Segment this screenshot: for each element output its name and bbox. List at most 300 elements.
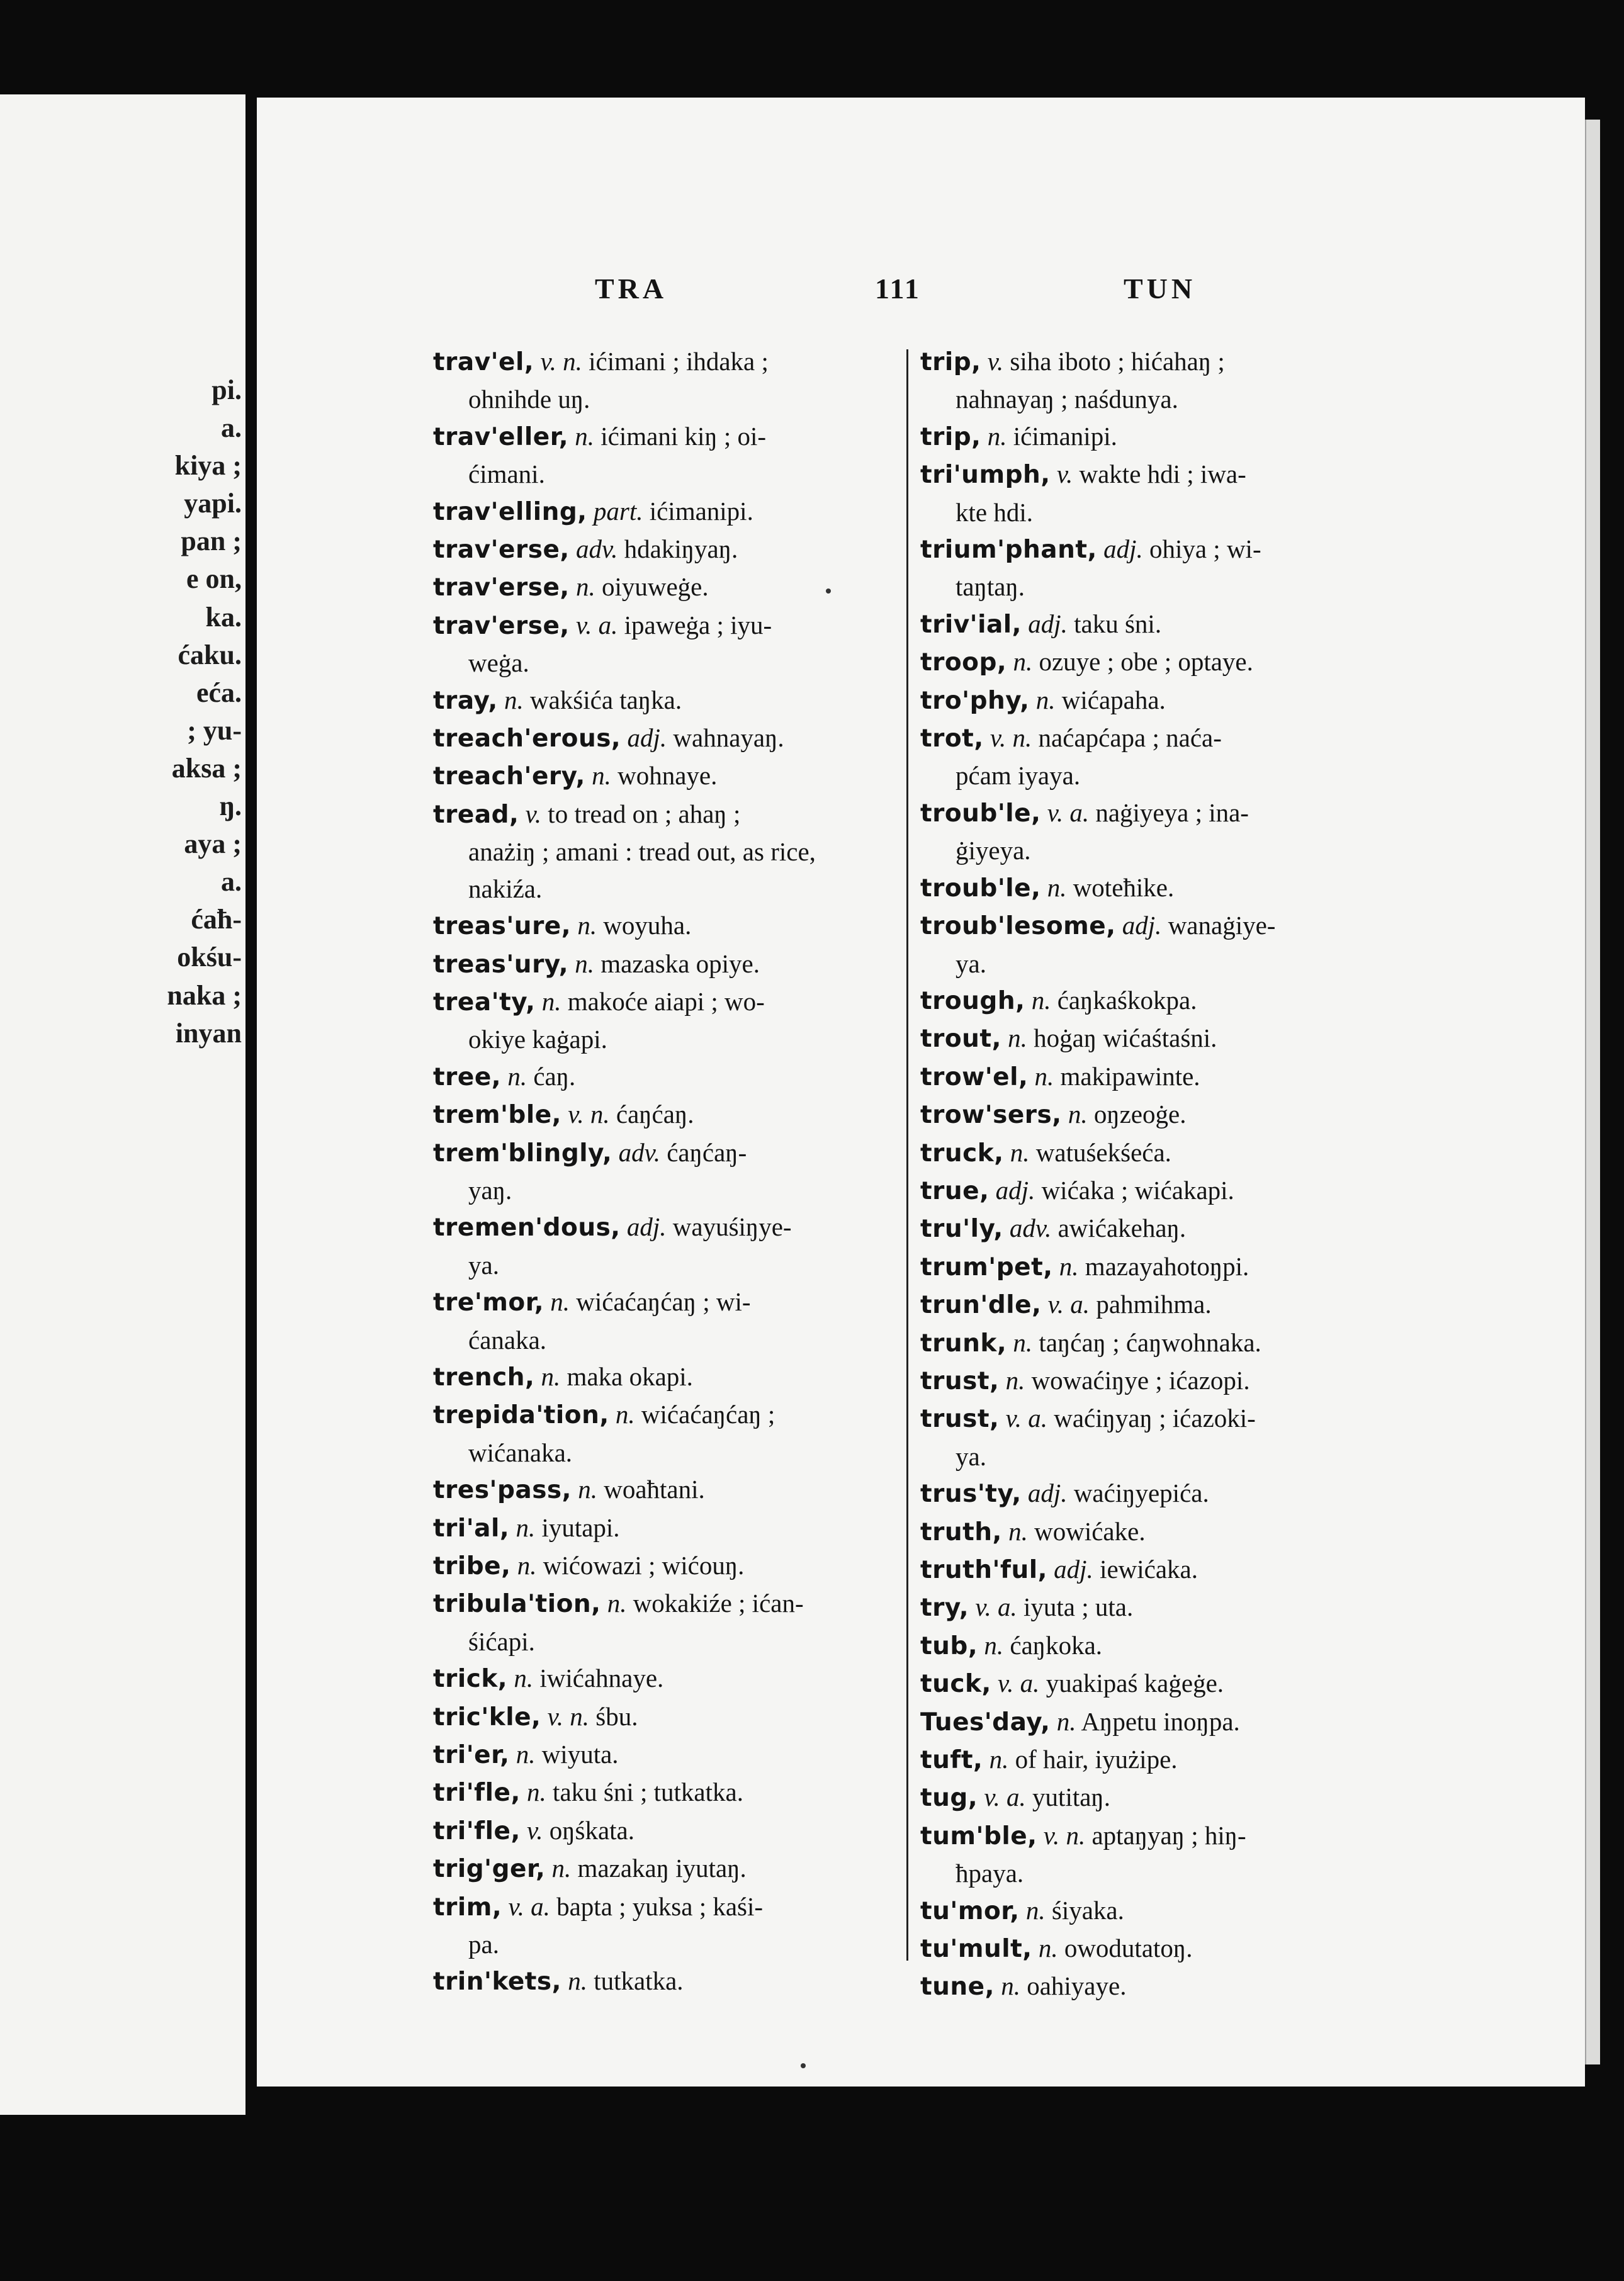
entry-definition: of hair, iyużipe. bbox=[1015, 1745, 1178, 1774]
entry-definition: tutkatka. bbox=[594, 1966, 684, 1996]
previous-page-fragment: ćaku. bbox=[178, 639, 242, 670]
dictionary-entry bbox=[920, 719, 1367, 794]
entry-part-of-speech: n. bbox=[504, 685, 524, 714]
entry-definition: naćapćapa ; naća- bbox=[1038, 723, 1222, 753]
entry-part-of-speech: n. bbox=[514, 1664, 534, 1693]
dictionary-entry bbox=[920, 1741, 1367, 1779]
entry-headword: trea'ty, bbox=[433, 988, 536, 1017]
entry-definition: to tread on ; ahaŋ ; bbox=[548, 799, 741, 828]
dictionary-entry bbox=[920, 1779, 1367, 1816]
entry-headword: true, bbox=[920, 1176, 990, 1205]
dictionary-entry bbox=[433, 1736, 874, 1774]
entry-headword: tuft, bbox=[920, 1746, 983, 1775]
entry-part-of-speech: n. bbox=[592, 761, 611, 791]
entry-part-of-speech: v. bbox=[987, 347, 1004, 376]
entry-definition: ćaŋćaŋ. bbox=[616, 1100, 694, 1129]
entry-headword: trem'blingly, bbox=[433, 1139, 612, 1168]
entry-definition: naġiyeya ; ina- bbox=[1095, 797, 1249, 827]
right-column bbox=[920, 343, 1367, 2006]
entry-part-of-speech: n. bbox=[615, 1400, 635, 1429]
entry-headword: tu'mor, bbox=[920, 1896, 1020, 1925]
entry-continuation: ġiyeya. bbox=[956, 836, 1031, 865]
entry-part-of-speech: adv. bbox=[618, 1137, 660, 1167]
entry-definition: waćiŋyaŋ ; ićazoki- bbox=[1054, 1404, 1256, 1433]
entry-headword: try, bbox=[920, 1594, 969, 1623]
entry-headword: truth'ful, bbox=[920, 1556, 1047, 1584]
entry-part-of-speech: v. n. bbox=[540, 347, 582, 376]
entry-definition: taku śni. bbox=[1074, 609, 1162, 638]
entry-part-of-speech: v. bbox=[527, 1815, 543, 1845]
entry-part-of-speech: n. bbox=[1025, 1895, 1046, 1925]
entry-headword: troub'lesome, bbox=[920, 912, 1116, 941]
entry-definition: mazakaŋ iyutaŋ. bbox=[577, 1854, 747, 1883]
entry-definition: hdakiŋyaŋ. bbox=[624, 534, 738, 564]
entry-continuation: pćam iyaya. bbox=[956, 761, 1081, 791]
left-column bbox=[433, 343, 874, 2001]
entry-continuation: ya. bbox=[956, 949, 986, 978]
entry-headword: tri'er, bbox=[433, 1741, 510, 1770]
dictionary-entry bbox=[433, 1774, 874, 1811]
entry-part-of-speech: n. bbox=[1059, 1251, 1079, 1281]
previous-page-fragment: e on, bbox=[186, 563, 242, 595]
entry-part-of-speech: v. a. bbox=[1047, 797, 1090, 827]
dictionary-entry bbox=[433, 1208, 874, 1283]
entry-part-of-speech: v. bbox=[1056, 459, 1073, 489]
entry-continuation: ya. bbox=[956, 1441, 986, 1471]
entry-headword: trim, bbox=[433, 1893, 502, 1922]
previous-page-fragment: inyan bbox=[175, 1017, 242, 1049]
entry-continuation: ya. bbox=[468, 1250, 499, 1280]
dictionary-entry bbox=[433, 719, 874, 757]
entry-headword: Tues'day, bbox=[920, 1708, 1051, 1737]
entry-part-of-speech: n. bbox=[1008, 1516, 1028, 1546]
entry-headword: tu'mult, bbox=[920, 1935, 1032, 1964]
dictionary-entry bbox=[920, 1475, 1367, 1512]
entry-headword: trum'pet, bbox=[920, 1253, 1053, 1281]
dictionary-entry bbox=[920, 1513, 1367, 1551]
entry-headword: trav'el, bbox=[433, 348, 534, 376]
entry-part-of-speech: n. bbox=[541, 986, 561, 1016]
entry-headword: troub'le, bbox=[920, 874, 1041, 903]
entry-part-of-speech: n. bbox=[550, 1287, 570, 1317]
entry-headword: tro'phy, bbox=[920, 686, 1030, 715]
entry-part-of-speech: n. bbox=[1034, 1061, 1054, 1091]
entry-part-of-speech: v. a. bbox=[984, 1783, 1026, 1812]
speck bbox=[826, 589, 831, 594]
entry-definition: śiyaka. bbox=[1051, 1895, 1124, 1925]
entry-headword: trav'elling, bbox=[433, 497, 587, 526]
entry-part-of-speech: part. bbox=[593, 496, 643, 526]
dictionary-entry bbox=[920, 343, 1367, 418]
previous-page-fragment: aksa ; bbox=[171, 752, 242, 784]
entry-headword: trav'erse, bbox=[433, 611, 570, 640]
entry-continuation: śićapi. bbox=[468, 1626, 535, 1656]
entry-headword: trip, bbox=[920, 422, 981, 451]
entry-headword: tug, bbox=[920, 1784, 978, 1813]
entry-headword: trust, bbox=[920, 1366, 1000, 1395]
speck bbox=[801, 2063, 806, 2068]
dictionary-entry bbox=[433, 1134, 874, 1209]
entry-part-of-speech: n. bbox=[989, 1745, 1009, 1774]
entry-part-of-speech: n. bbox=[516, 1512, 536, 1542]
entry-part-of-speech: v. a. bbox=[1005, 1404, 1047, 1433]
dictionary-entry bbox=[433, 682, 874, 719]
entry-definition: mazaska opiye. bbox=[601, 949, 760, 978]
dictionary-entry bbox=[920, 1930, 1367, 1968]
entry-part-of-speech: n. bbox=[1068, 1100, 1088, 1129]
entry-definition: taku śni ; tutkatka. bbox=[553, 1777, 743, 1807]
previous-page-fragment: yapi. bbox=[184, 488, 242, 519]
entry-headword: tru'ly, bbox=[920, 1215, 1003, 1244]
entry-headword: truck, bbox=[920, 1139, 1004, 1168]
entry-definition: woaħtani. bbox=[604, 1475, 705, 1504]
dictionary-entry bbox=[920, 456, 1367, 531]
dictionary-entry bbox=[920, 907, 1367, 982]
entry-definition: woteħike. bbox=[1073, 872, 1175, 902]
dictionary-entry bbox=[920, 1248, 1367, 1286]
entry-definition: oŋzeoġe. bbox=[1093, 1100, 1187, 1129]
dictionary-entry bbox=[920, 643, 1367, 681]
entry-headword: tres'pass, bbox=[433, 1476, 572, 1505]
entry-definition: makoće aiapi ; wo- bbox=[567, 986, 765, 1016]
dictionary-entry bbox=[433, 1358, 874, 1396]
entry-headword: tremen'dous, bbox=[433, 1214, 621, 1242]
dictionary-entry bbox=[920, 1817, 1367, 1892]
entry-definition: wakte hdi ; iwa- bbox=[1079, 459, 1246, 489]
dictionary-entry bbox=[920, 982, 1367, 1020]
entry-headword: trav'erse, bbox=[433, 573, 570, 602]
dictionary-entry bbox=[433, 1509, 874, 1547]
previous-page-fragment: ŋ. bbox=[219, 791, 242, 822]
entry-part-of-speech: adv. bbox=[575, 534, 618, 564]
entry-part-of-speech: n. bbox=[1031, 985, 1051, 1015]
entry-definition: wowaćiŋye ; ićazopi. bbox=[1031, 1365, 1250, 1395]
entry-definition: wowićake. bbox=[1034, 1516, 1146, 1546]
entry-part-of-speech: v. n. bbox=[990, 723, 1032, 753]
dictionary-entry bbox=[433, 945, 874, 983]
entry-headword: tri'fle, bbox=[433, 1779, 521, 1808]
entry-continuation: nahnayaŋ ; naśdunya. bbox=[956, 385, 1178, 414]
entry-headword: trust, bbox=[920, 1405, 1000, 1434]
entry-headword: trough, bbox=[920, 986, 1025, 1015]
previous-page-fragment: aya ; bbox=[184, 828, 242, 860]
entry-part-of-speech: n. bbox=[527, 1777, 546, 1807]
entry-part-of-speech: n. bbox=[578, 1475, 597, 1504]
entry-definition: ićimani kiŋ ; oi- bbox=[601, 421, 767, 451]
entry-definition: ozuye ; obe ; optaye. bbox=[1039, 647, 1253, 677]
previous-page-fragment: ; yu- bbox=[187, 714, 242, 746]
entry-part-of-speech: n. bbox=[1013, 647, 1033, 677]
dictionary-entry bbox=[920, 1134, 1367, 1172]
entry-definition: wićaka ; wićakapi. bbox=[1041, 1175, 1234, 1205]
dictionary-entry bbox=[433, 907, 874, 945]
entry-definition: wohnaye. bbox=[617, 761, 718, 791]
entry-headword: tribe, bbox=[433, 1552, 511, 1580]
entry-definition: makipawinte. bbox=[1060, 1061, 1200, 1091]
entry-part-of-speech: n. bbox=[1047, 872, 1067, 902]
dictionary-entry bbox=[920, 1400, 1367, 1475]
entry-definition: wahnayaŋ. bbox=[673, 723, 784, 753]
entry-definition: mazayahotoŋpi. bbox=[1085, 1251, 1249, 1281]
entry-definition: oahiyaye. bbox=[1027, 1971, 1127, 2001]
dictionary-entry bbox=[920, 1892, 1367, 1930]
entry-headword: tuck, bbox=[920, 1670, 991, 1699]
dictionary-entry bbox=[920, 682, 1367, 719]
entry-headword: triv'ial, bbox=[920, 610, 1022, 639]
dictionary-entry bbox=[433, 1963, 874, 2000]
entry-headword: treas'ure, bbox=[433, 912, 572, 941]
dictionary-entry bbox=[433, 757, 874, 795]
page-number: 111 bbox=[875, 273, 921, 305]
entry-headword: trium'phant, bbox=[920, 536, 1097, 565]
entry-definition: iwićahnaye. bbox=[539, 1664, 664, 1693]
entry-definition: wiyuta. bbox=[541, 1740, 619, 1769]
dictionary-entry bbox=[920, 605, 1367, 643]
entry-part-of-speech: adj. bbox=[1054, 1555, 1093, 1584]
dictionary-entry bbox=[433, 1812, 874, 1850]
entry-definition: iewićaka. bbox=[1100, 1555, 1198, 1584]
entry-part-of-speech: n. bbox=[1005, 1365, 1025, 1395]
dictionary-entry bbox=[920, 1058, 1367, 1096]
entry-definition: hoġaŋ wićaśtaśni. bbox=[1034, 1023, 1217, 1053]
entry-continuation: kte hdi. bbox=[956, 497, 1033, 527]
dictionary-entry bbox=[920, 794, 1367, 869]
entry-definition: ipaweġa ; iyu- bbox=[624, 610, 772, 639]
entry-definition: maka okapi. bbox=[567, 1361, 693, 1391]
entry-definition: yutitaŋ. bbox=[1032, 1783, 1110, 1812]
entry-part-of-speech: n. bbox=[607, 1589, 627, 1618]
entry-definition: wokakiźe ; ićan- bbox=[633, 1589, 804, 1618]
page-edge bbox=[1585, 120, 1600, 2064]
entry-headword: treas'ury, bbox=[433, 950, 569, 979]
entry-continuation: pa. bbox=[468, 1930, 499, 1959]
entry-part-of-speech: n. bbox=[1008, 1023, 1027, 1053]
entry-definition: Aŋpetu inoŋpa. bbox=[1081, 1706, 1240, 1736]
entry-part-of-speech: n. bbox=[984, 1630, 1004, 1660]
entry-definition: woyuha. bbox=[603, 911, 692, 940]
dictionary-entry bbox=[920, 1703, 1367, 1741]
entry-headword: troop, bbox=[920, 648, 1007, 677]
entry-headword: treach'ery, bbox=[433, 762, 585, 791]
entry-definition: iyutapi. bbox=[541, 1512, 620, 1542]
dictionary-entry bbox=[433, 1058, 874, 1096]
entry-definition: wićowazi ; wićouŋ. bbox=[543, 1551, 745, 1580]
entry-definition: wakśića taŋka. bbox=[529, 685, 682, 714]
dictionary-entry bbox=[433, 343, 874, 418]
entry-definition: ćaŋkoka. bbox=[1010, 1630, 1103, 1660]
entry-continuation: okiye kaġapi. bbox=[468, 1025, 607, 1054]
dictionary-entry bbox=[920, 1172, 1367, 1210]
dictionary-entry bbox=[920, 531, 1367, 605]
entry-part-of-speech: n. bbox=[575, 949, 595, 978]
entry-definition: taŋćaŋ ; ćaŋwohnaka. bbox=[1039, 1327, 1261, 1357]
entry-definition: ićimani ; ihdaka ; bbox=[589, 347, 769, 376]
dictionary-entry bbox=[433, 796, 874, 907]
dictionary-entry bbox=[920, 1627, 1367, 1665]
dictionary-entry bbox=[433, 493, 874, 531]
dictionary-entry bbox=[433, 1850, 874, 1888]
entry-headword: trem'ble, bbox=[433, 1101, 561, 1130]
entry-continuation: anażiŋ ; amani : tread out, as rice, nakiźa. bbox=[468, 837, 816, 903]
previous-page-fragment: okśu- bbox=[177, 942, 242, 973]
entry-headword: treach'erous, bbox=[433, 724, 621, 753]
entry-headword: troub'le, bbox=[920, 799, 1041, 828]
entry-continuation: ćanaka. bbox=[468, 1325, 547, 1355]
dictionary-entry bbox=[433, 1698, 874, 1736]
previous-page-fragment: ka. bbox=[205, 601, 242, 633]
entry-part-of-speech: n. bbox=[551, 1854, 572, 1883]
entry-headword: trout, bbox=[920, 1025, 1001, 1054]
previous-page-fragment: naka ; bbox=[167, 979, 242, 1011]
entry-definition: wićaćaŋćaŋ ; wi- bbox=[576, 1287, 751, 1317]
entry-headword: trig'ger, bbox=[433, 1855, 546, 1884]
entry-definition: ohiya ; wi- bbox=[1149, 534, 1261, 564]
entry-definition: watuśekśeća. bbox=[1035, 1137, 1171, 1167]
entry-headword: trun'dle, bbox=[920, 1291, 1042, 1320]
entry-part-of-speech: n. bbox=[507, 1061, 527, 1091]
entry-headword: tribula'tion, bbox=[433, 1590, 601, 1619]
previous-page-fragment: a. bbox=[221, 412, 242, 444]
entry-definition: iyuta ; uta. bbox=[1023, 1592, 1134, 1622]
dictionary-entry bbox=[433, 1547, 874, 1585]
entry-definition: bapta ; yuksa ; kaśi- bbox=[556, 1891, 764, 1921]
entry-part-of-speech: v. a. bbox=[575, 610, 618, 639]
entry-part-of-speech: adj. bbox=[1103, 534, 1143, 564]
previous-page-fragment: eća. bbox=[196, 677, 242, 708]
entry-definition: pahmihma. bbox=[1096, 1290, 1212, 1319]
entry-headword: tree, bbox=[433, 1062, 502, 1091]
entry-part-of-speech: v. n. bbox=[1043, 1820, 1086, 1850]
dictionary-entry bbox=[920, 1210, 1367, 1248]
entry-headword: tric'kle, bbox=[433, 1703, 541, 1732]
dictionary-entry bbox=[433, 1585, 874, 1660]
dictionary-entry bbox=[920, 1968, 1367, 2005]
entry-part-of-speech: n. bbox=[1001, 1971, 1020, 2001]
entry-definition: ićimanipi. bbox=[1013, 421, 1117, 451]
entry-headword: tri'fle, bbox=[433, 1816, 521, 1845]
entry-part-of-speech: n. bbox=[516, 1740, 536, 1769]
entry-continuation: ħpaya. bbox=[956, 1859, 1024, 1888]
entry-definition: wićaćaŋćaŋ ; bbox=[641, 1400, 775, 1429]
entry-part-of-speech: n. bbox=[575, 421, 595, 451]
entry-definition: aptaŋyaŋ ; hiŋ- bbox=[1091, 1820, 1246, 1850]
entry-definition: oŋśkata. bbox=[549, 1815, 634, 1845]
entry-headword: tread, bbox=[433, 800, 519, 829]
entry-definition: siha iboto ; hićahaŋ ; bbox=[1010, 347, 1225, 376]
entry-part-of-speech: adv. bbox=[1009, 1214, 1052, 1243]
running-head-left: TRA bbox=[595, 273, 668, 305]
running-head-right: TUN bbox=[1124, 273, 1197, 305]
previous-page-fragment: ćaħ- bbox=[191, 904, 242, 935]
column-divider bbox=[906, 349, 908, 1961]
entry-definition: owodutatoŋ. bbox=[1064, 1934, 1193, 1963]
previous-page-text bbox=[167, 371, 242, 1052]
dictionary-entry bbox=[433, 1396, 874, 1471]
entry-headword: tre'mor, bbox=[433, 1288, 544, 1317]
entry-headword: trav'eller, bbox=[433, 422, 569, 451]
entry-part-of-speech: adj. bbox=[1027, 1478, 1068, 1508]
previous-page bbox=[0, 94, 245, 2115]
entry-part-of-speech: n. bbox=[568, 1966, 587, 1996]
entry-headword: trench, bbox=[433, 1363, 535, 1392]
dictionary-entry bbox=[920, 1020, 1367, 1057]
entry-part-of-speech: n. bbox=[1038, 1934, 1058, 1963]
dictionary-entry bbox=[433, 983, 874, 1058]
entry-definition: wayuśiŋye- bbox=[672, 1212, 792, 1242]
dictionary-entry bbox=[433, 1283, 874, 1358]
entry-part-of-speech: v. n. bbox=[568, 1100, 610, 1129]
dictionary-entry bbox=[433, 607, 874, 682]
entry-headword: trow'el, bbox=[920, 1062, 1029, 1091]
entry-headword: trav'erse, bbox=[433, 536, 570, 565]
dictionary-entry bbox=[920, 1362, 1367, 1400]
entry-continuation: taŋtaŋ. bbox=[956, 572, 1025, 602]
dictionary-entry bbox=[433, 418, 874, 493]
entry-headword: tum'ble, bbox=[920, 1822, 1037, 1850]
entry-headword: tub, bbox=[920, 1631, 978, 1660]
entry-headword: trunk, bbox=[920, 1329, 1007, 1358]
entry-headword: trick, bbox=[433, 1665, 508, 1694]
entry-headword: tune, bbox=[920, 1973, 995, 2002]
dictionary-entry bbox=[920, 1589, 1367, 1626]
entry-headword: trus'ty, bbox=[920, 1480, 1022, 1509]
entry-part-of-speech: v. n. bbox=[547, 1701, 590, 1731]
previous-page-fragment: pan ; bbox=[181, 526, 242, 557]
entry-definition: yuakipaś kaġeġe. bbox=[1046, 1669, 1224, 1698]
entry-headword: trot, bbox=[920, 724, 984, 753]
dictionary-entry bbox=[920, 1286, 1367, 1324]
dictionary-entry bbox=[920, 869, 1367, 907]
entry-part-of-speech: v. bbox=[525, 799, 542, 828]
entry-continuation: ćimani. bbox=[468, 459, 545, 489]
entry-definition: wićapaha. bbox=[1061, 685, 1166, 714]
entry-definition: śbu. bbox=[595, 1701, 638, 1731]
entry-definition: ćaŋ. bbox=[533, 1061, 576, 1091]
entry-part-of-speech: v. a. bbox=[1047, 1290, 1090, 1319]
entry-part-of-speech: adj. bbox=[626, 1212, 667, 1242]
previous-page-fragment: pi. bbox=[211, 375, 242, 405]
entry-definition: ćaŋkaśkokpa. bbox=[1057, 985, 1197, 1015]
entry-part-of-speech: v. a. bbox=[998, 1669, 1040, 1698]
entry-part-of-speech: n. bbox=[1010, 1137, 1030, 1167]
entry-definition: ićimanipi. bbox=[649, 496, 753, 526]
previous-page-fragment: kiya ; bbox=[174, 450, 242, 482]
dictionary-entry bbox=[433, 568, 874, 606]
entry-part-of-speech: n. bbox=[1035, 685, 1056, 714]
entry-headword: trip, bbox=[920, 348, 981, 376]
entry-part-of-speech: v. a. bbox=[508, 1891, 550, 1921]
dictionary-entry bbox=[920, 1324, 1367, 1362]
entry-definition: waćiŋyepića. bbox=[1073, 1478, 1209, 1508]
entry-headword: trow'sers, bbox=[920, 1101, 1062, 1130]
dictionary-entry bbox=[433, 1660, 874, 1698]
entry-part-of-speech: n. bbox=[541, 1361, 561, 1391]
dictionary-entry bbox=[920, 1665, 1367, 1703]
entry-continuation: weġa. bbox=[468, 648, 529, 678]
entry-part-of-speech: adj. bbox=[627, 723, 667, 753]
entry-part-of-speech: n. bbox=[987, 421, 1007, 451]
entry-definition: ćaŋćaŋ- bbox=[667, 1137, 747, 1167]
entry-definition: awićakehaŋ. bbox=[1057, 1214, 1187, 1243]
entry-part-of-speech: adj. bbox=[995, 1175, 1035, 1205]
entry-definition: wanaġiye- bbox=[1168, 911, 1276, 940]
previous-page-fragment: a. bbox=[221, 866, 242, 898]
entry-headword: tri'al, bbox=[433, 1514, 510, 1543]
dictionary-entry bbox=[433, 531, 874, 568]
entry-definition: oiyuweġe. bbox=[601, 572, 709, 602]
dictionary-entry bbox=[920, 1096, 1367, 1134]
entry-headword: truth, bbox=[920, 1518, 1002, 1546]
